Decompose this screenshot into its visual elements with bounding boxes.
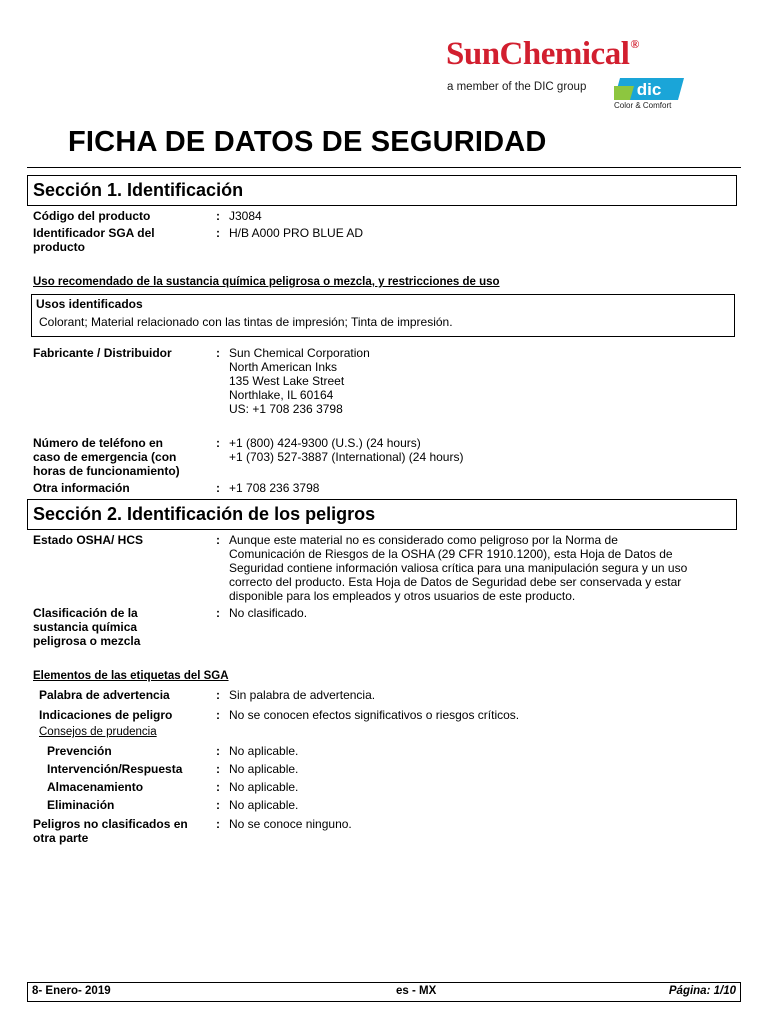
other-hazards-value: No se conoce ninguno.: [229, 817, 352, 831]
osha-status-line: Comunicación de Riesgos de la OSHA (29 CFR 1910.1200), esta Hoja de Datos de: [229, 547, 673, 561]
classification-label-line: Clasificación de la: [33, 606, 138, 620]
section-1-header: [27, 175, 737, 206]
sga-identifier-value: H/B A000 PRO BLUE AD: [229, 226, 364, 240]
section-1-title: Sección 1. Identificación: [33, 180, 244, 200]
colon: :: [216, 226, 220, 240]
sunchemical-logo: [446, 38, 639, 71]
osha-status-value: [229, 533, 687, 603]
colon: :: [216, 744, 220, 758]
other-hazards-label: [33, 817, 188, 845]
dic-slogan: Color & Comfort: [614, 101, 672, 110]
response-value: No aplicable.: [229, 762, 299, 776]
other-hazards-label-line: Peligros no clasificados en: [33, 817, 188, 831]
signal-word-value: Sin palabra de advertencia.: [229, 688, 376, 702]
document-title: FICHA DE DATOS DE SEGURIDAD: [68, 126, 547, 158]
classification-label-line: sustancia química: [33, 620, 138, 634]
hazard-statements-label: Indicaciones de peligro: [39, 708, 173, 722]
emergency-phone-label-line: Número de teléfono en: [33, 436, 164, 450]
classification-value: No clasificado.: [229, 606, 308, 620]
classification-label: [33, 606, 140, 648]
prevention-label: Prevención: [47, 744, 112, 758]
manufacturer-line: Northlake, IL 60164: [229, 388, 334, 402]
page-footer: [27, 982, 741, 1002]
osha-status-line: Seguridad contiene información valiosa crítica para una manipulación segura y un uso: [229, 561, 688, 575]
label-elements-heading: Elementos de las etiquetas del SGA: [33, 670, 229, 682]
osha-status-line: correcto del producto. Esta Hoja de Datos de Seguridad debe ser conservada y estar: [229, 575, 682, 589]
sga-identifier-label-line: producto: [33, 240, 85, 254]
section-2-title: Sección 2. Identificación de los peligros: [33, 504, 376, 524]
manufacturer-label: Fabricante / Distribuidor: [33, 346, 172, 360]
storage-label: Almacenamiento: [47, 780, 144, 794]
manufacturer-line: 135 West Lake Street: [229, 374, 345, 388]
registered-mark: ®: [630, 37, 639, 51]
colon: :: [216, 708, 220, 722]
disposal-value: No aplicable.: [229, 798, 299, 812]
emergency-phone-label: [33, 436, 180, 478]
colon: :: [216, 533, 220, 547]
disposal-label: Eliminación: [47, 798, 115, 812]
colon: :: [216, 606, 220, 620]
colon: :: [216, 481, 220, 495]
colon: :: [216, 346, 220, 360]
signal-word-label: Palabra de advertencia: [39, 688, 170, 702]
colon: :: [216, 817, 220, 831]
footer-language: es - MX: [396, 985, 437, 997]
logo-tagline: a member of the DIC group: [447, 81, 587, 93]
osha-status-line: Aunque este material no es considerado como peligroso por la Norma de: [229, 533, 618, 547]
title-divider: [27, 167, 741, 168]
sga-identifier-label-line: Identificador SGA del: [33, 226, 155, 240]
emergency-phone-line: +1 (800) 424-9300 (U.S.) (24 hours): [229, 436, 421, 450]
other-hazards-label-line: otra parte: [33, 831, 89, 845]
emergency-phone-label-line: caso de emergencia (con: [33, 450, 177, 464]
identified-uses-text: Colorant; Material relacionado con las tintas de impresión; Tinta de impresión.: [39, 315, 453, 329]
osha-status-line: disponible para los empleados y otros usuarios de este producto.: [229, 589, 576, 603]
recommended-use-heading: Uso recomendado de la sustancia química peligrosa o mezcla, y restricciones de uso: [33, 276, 500, 288]
colon: :: [216, 436, 220, 450]
classification-label-line: peligrosa o mezcla: [33, 634, 141, 648]
emergency-phone-value: [229, 436, 463, 464]
sga-identifier-label: [33, 226, 155, 254]
osha-status-label: Estado OSHA/ HCS: [33, 533, 144, 547]
colon: :: [216, 780, 220, 794]
manufacturer-value: [229, 346, 370, 416]
precautionary-heading: Consejos de prudencia: [39, 726, 157, 738]
other-info-label: Otra información: [33, 481, 130, 495]
logo-brand-text: SunChemical: [446, 36, 630, 72]
dic-logo-text: dic: [636, 80, 662, 99]
section-2-header: [27, 499, 737, 530]
colon: :: [216, 798, 220, 812]
emergency-phone-line: +1 (703) 527-3887 (International) (24 hours): [229, 450, 464, 464]
product-code-label: Código del producto: [33, 209, 151, 223]
colon: :: [216, 688, 220, 702]
response-label: Intervención/Respuesta: [47, 762, 183, 776]
other-info-value: +1 708 236 3798: [229, 481, 320, 495]
footer-date: 8- Enero- 2019: [32, 985, 111, 997]
prevention-value: No aplicable.: [229, 744, 299, 758]
dic-logo-icon: [614, 78, 684, 100]
storage-value: No aplicable.: [229, 780, 299, 794]
manufacturer-line: US: +1 708 236 3798: [229, 402, 343, 416]
colon: :: [216, 762, 220, 776]
product-code-value: J3084: [229, 209, 262, 223]
identified-uses-box: [31, 294, 735, 337]
identified-uses-title: Usos identificados: [36, 297, 143, 311]
manufacturer-line: Sun Chemical Corporation: [229, 346, 370, 360]
colon: :: [216, 209, 220, 223]
emergency-phone-label-line: horas de funcionamiento): [33, 464, 180, 478]
footer-page-number: Página: 1/10: [668, 985, 736, 997]
manufacturer-line: North American Inks: [229, 360, 338, 374]
hazard-statements-value: No se conocen efectos significativos o riesgos críticos.: [229, 708, 520, 722]
